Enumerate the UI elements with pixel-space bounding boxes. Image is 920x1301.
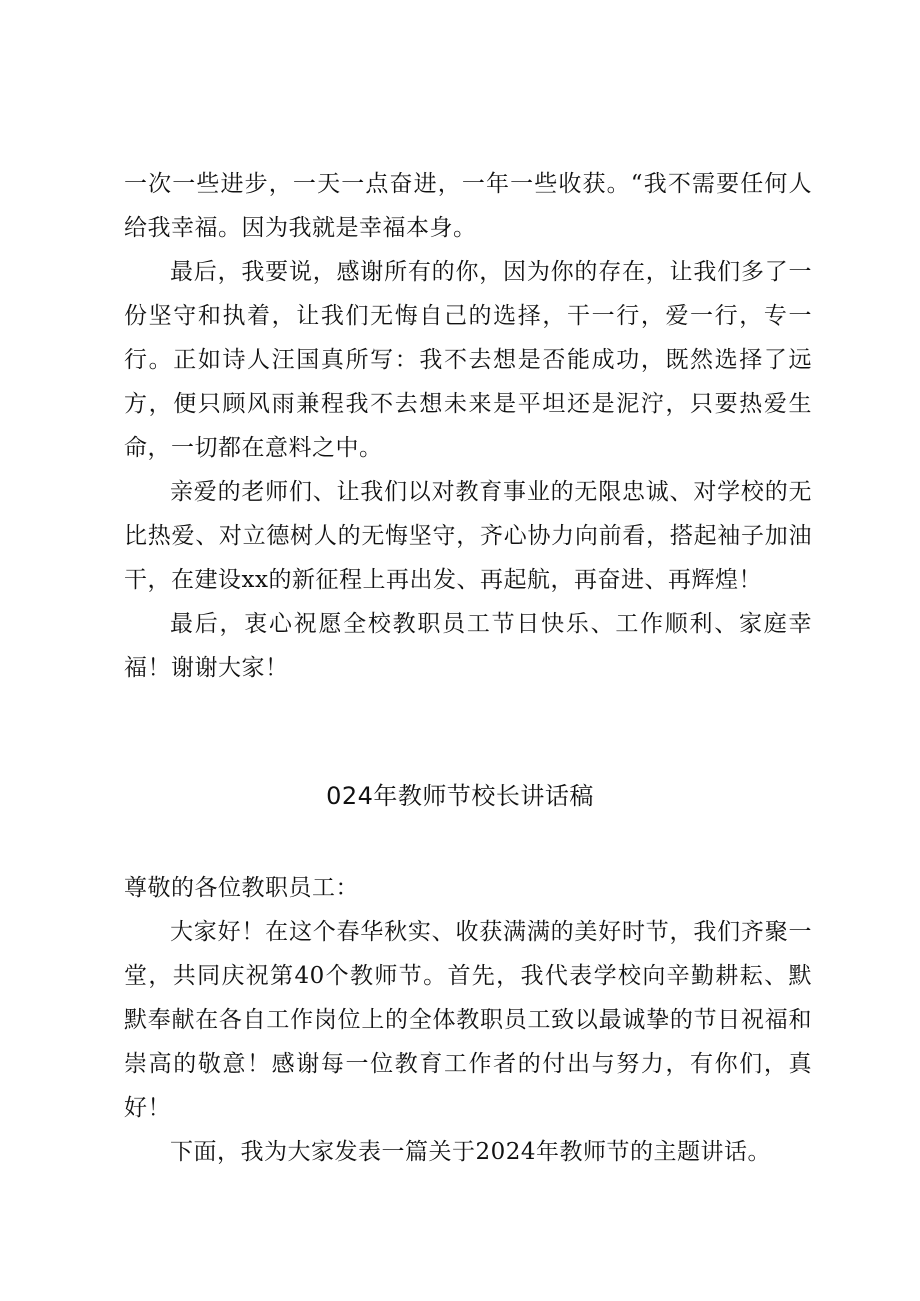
speech-opening-section bbox=[124, 866, 812, 1174]
paragraph-greeting: 大家好！在这个春华秋实、收获满满的美好时节，我们齐聚一堂，共同庆祝第40个教师节。首先，我代表学校向辛勤耕耘、默默奉献在各自工作岗位上的全体教职员工致以最诚挚的节日祝福和崇高的敬意！感谢每一位教育工作者的付出与努力，有你们，真好！ bbox=[124, 919, 812, 1121]
paragraph-thanks: 最后，我要说，感谢所有的你，因为你的存在，让我们多了一份坚守和执着，让我们无悔自己的选择，干一行，爱一行，专一行。正如诗人汪国真所写：我不去想是否能成功，既然选择了远方，便只顾风雨兼程我不去想未来是平坦还是泥泞，只要热爱生命，一切都在意料之中。 bbox=[124, 259, 812, 461]
paragraph-call-to-teachers: 亲爱的老师们、让我们以对教育事业的无限忠诚、对学校的无比热爱、对立德树人的无悔坚守，齐心协力向前看，搭起袖子加油干，在建设xx的新征程上再出发、再起航，再奋进、再辉煌！ bbox=[124, 479, 812, 593]
paragraph-closing-wishes: 最后，衷心祝愿全校教职员工节日快乐、工作顺利、家庭幸福！谢谢大家！ bbox=[124, 611, 812, 681]
paragraph-happiness: 一次一些进步，一天一点奋进，一年一些收获。“我不需要任何人给我幸福。因为我就是幸福本身。 bbox=[124, 171, 812, 241]
document-title: 024年教师节校长讲话稿 bbox=[326, 782, 594, 810]
speech-ending-section bbox=[124, 162, 812, 690]
salutation: 尊敬的各位教职员工： bbox=[124, 875, 359, 901]
paragraph-introduction: 下面，我为大家发表一篇关于2024年教师节的主题讲话。 bbox=[170, 1139, 772, 1165]
